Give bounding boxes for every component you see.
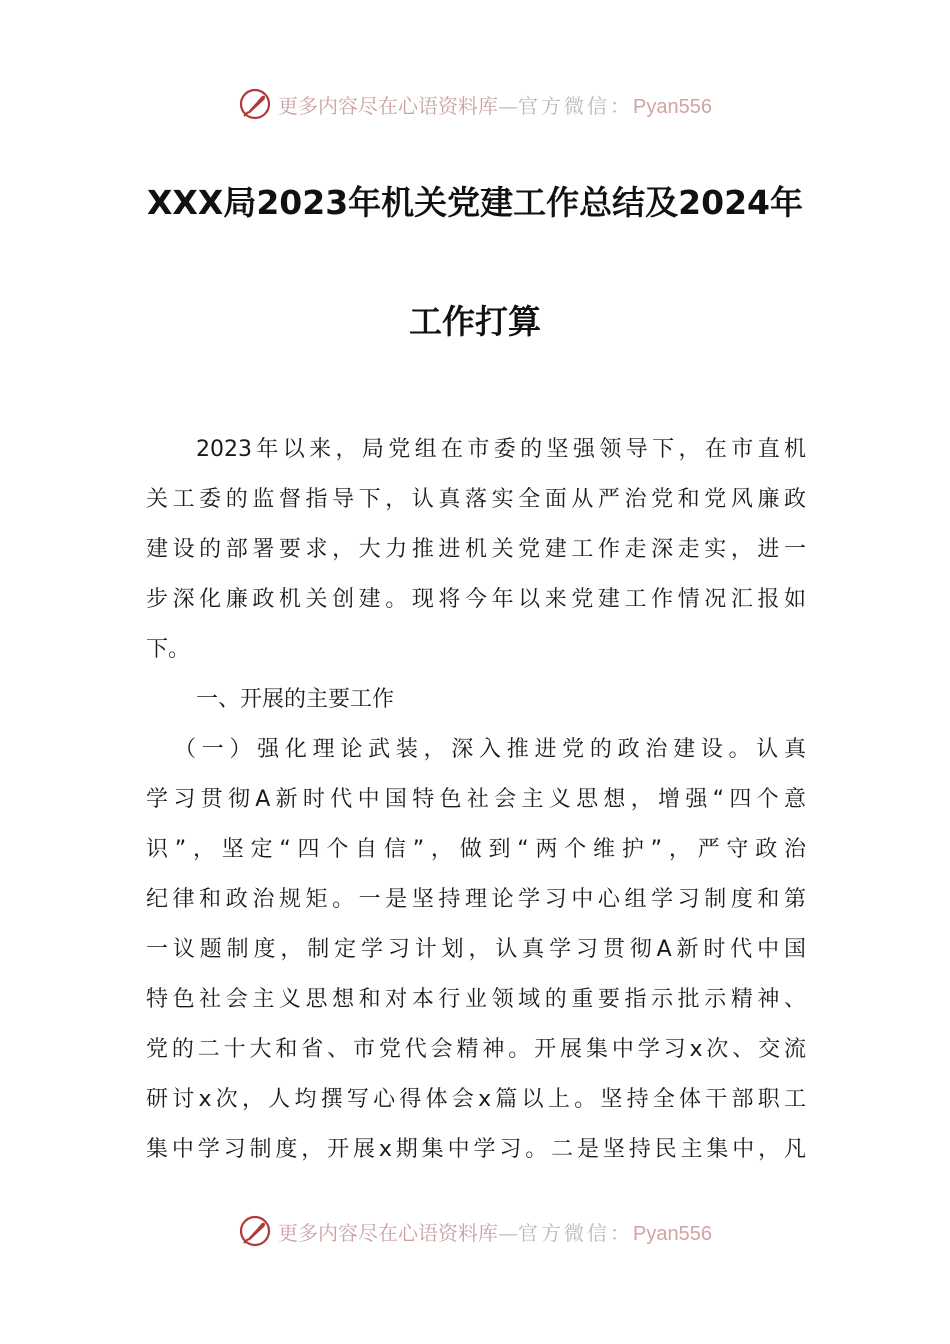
paragraph-line: 2023年以来，局党组在市委的坚强领导下，在市直机 bbox=[196, 437, 806, 462]
paragraph-line: 关工委的监督指导下，认真落实全面从严治党和党风廉政 bbox=[146, 487, 806, 512]
header-watermark bbox=[0, 84, 950, 124]
watermark-slogan: 更多内容尽在心语资料库 bbox=[278, 1220, 499, 1245]
watermark-slogan: 更多内容尽在心语资料库 bbox=[278, 93, 499, 118]
paragraph-line: 学习贯彻A新时代中国特色社会主义思想，增强“四个意 bbox=[146, 787, 806, 812]
watermark-wechat-id: Pyan556 bbox=[633, 1222, 712, 1245]
paragraph-line: 下。 bbox=[146, 637, 191, 662]
feather-pen-logo-icon bbox=[238, 87, 272, 121]
paragraph-line: 党的二十大和省、市党代会精神。开展集中学习x次、交流 bbox=[146, 1037, 806, 1062]
paragraph-line: 研讨x次，人均撰写心得体会x篇以上。坚持全体干部职工 bbox=[146, 1087, 806, 1112]
paragraph-line: 纪律和政治规矩。一是坚持理论学习中心组学习制度和第 bbox=[146, 887, 806, 912]
watermark-wechat-label: 官方微信： bbox=[518, 1220, 634, 1245]
paragraph-line: 特色社会主义思想和对本行业领域的重要指示批示精神、 bbox=[146, 987, 806, 1012]
paragraph-line: 建设的部署要求，大力推进机关党建工作走深走实，进一 bbox=[146, 537, 806, 562]
document-title-line-1: XXX局2023年机关党建工作总结及2024年 bbox=[146, 183, 804, 222]
watermark-separator: — bbox=[498, 93, 519, 118]
paragraph-line: 一议题制度，制定学习计划，认真学习贯彻A新时代中国 bbox=[146, 937, 806, 962]
document-body bbox=[146, 425, 806, 1175]
section-heading: 一、开展的主要工作 bbox=[196, 687, 395, 712]
watermark-wechat-id: Pyan556 bbox=[633, 95, 712, 118]
paragraph-line: 识”，坚定“四个自信”，做到“两个维护”，严守政治 bbox=[146, 837, 806, 862]
footer-watermark bbox=[0, 1211, 950, 1251]
document-title-line-2: 工作打算 bbox=[409, 302, 541, 341]
paragraph-line: 步深化廉政机关创建。现将今年以来党建工作情况汇报如 bbox=[146, 587, 806, 612]
watermark-separator: — bbox=[498, 1220, 519, 1245]
paragraph-line: （一）强化理论武装，深入推进党的政治建设。认真 bbox=[174, 737, 806, 762]
watermark-text bbox=[278, 90, 712, 119]
feather-pen-logo-icon bbox=[238, 1214, 272, 1248]
paragraph-line: 集中学习制度，开展x期集中学习。二是坚持民主集中，凡 bbox=[146, 1137, 806, 1162]
watermark-wechat-label: 官方微信： bbox=[518, 93, 634, 118]
watermark-text bbox=[278, 1217, 712, 1246]
